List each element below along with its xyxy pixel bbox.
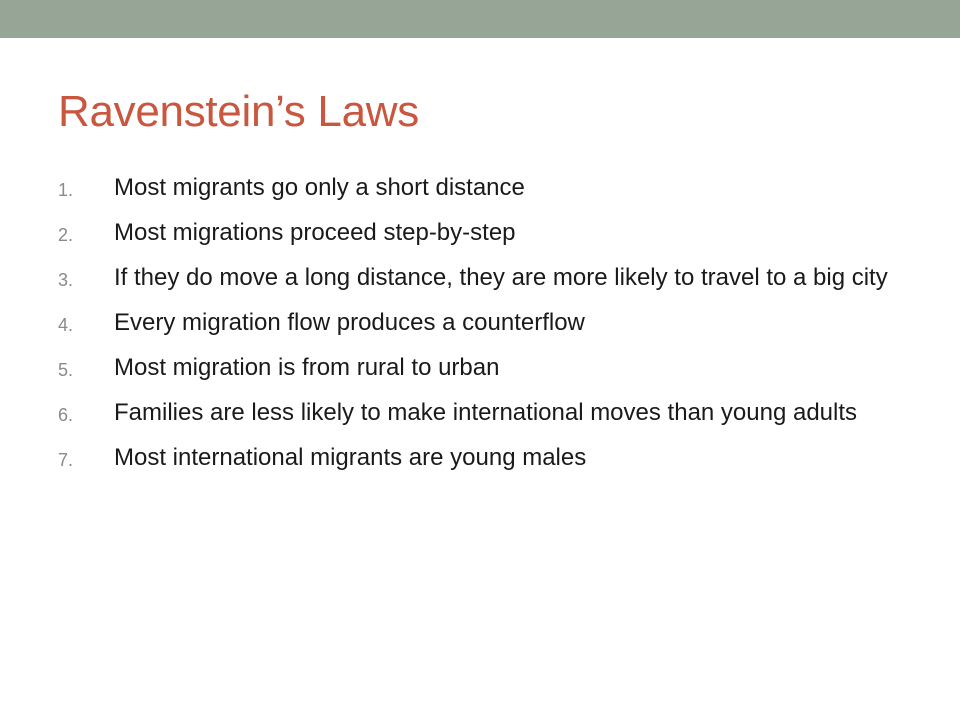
list-item-text: If they do move a long distance, they are more likely to travel to a big city — [114, 264, 888, 291]
list-item-text: Most migration is from rural to urban — [114, 354, 500, 381]
slide-title: Ravenstein’s Laws — [58, 87, 419, 136]
list-item-text: Families are less likely to make international moves than young adults — [114, 399, 858, 426]
list-item — [58, 397, 908, 429]
list-item-text: Every migration flow produces a counterflow — [114, 309, 585, 336]
list-item-text: Most migrants go only a short distance — [114, 174, 525, 201]
list-item-number: 1. — [58, 180, 74, 200]
list-item-text: Most international migrants are young males — [114, 444, 587, 471]
list-item-number: 4. — [58, 315, 74, 335]
list-item-number: 6. — [58, 405, 74, 425]
list-item-text: Most migrations proceed step-by-step — [114, 219, 516, 246]
list-item — [58, 307, 908, 339]
list-item — [58, 172, 908, 204]
list-item — [58, 352, 908, 384]
list-item-number: 5. — [58, 360, 74, 380]
list-item — [58, 217, 908, 249]
list-item-number: 3. — [58, 270, 74, 290]
slide-header-bar — [0, 0, 960, 38]
numbered-list — [58, 172, 908, 487]
list-item-number: 2. — [58, 225, 74, 245]
list-item — [58, 262, 908, 294]
list-item — [58, 442, 908, 474]
list-item-number: 7. — [58, 450, 74, 470]
